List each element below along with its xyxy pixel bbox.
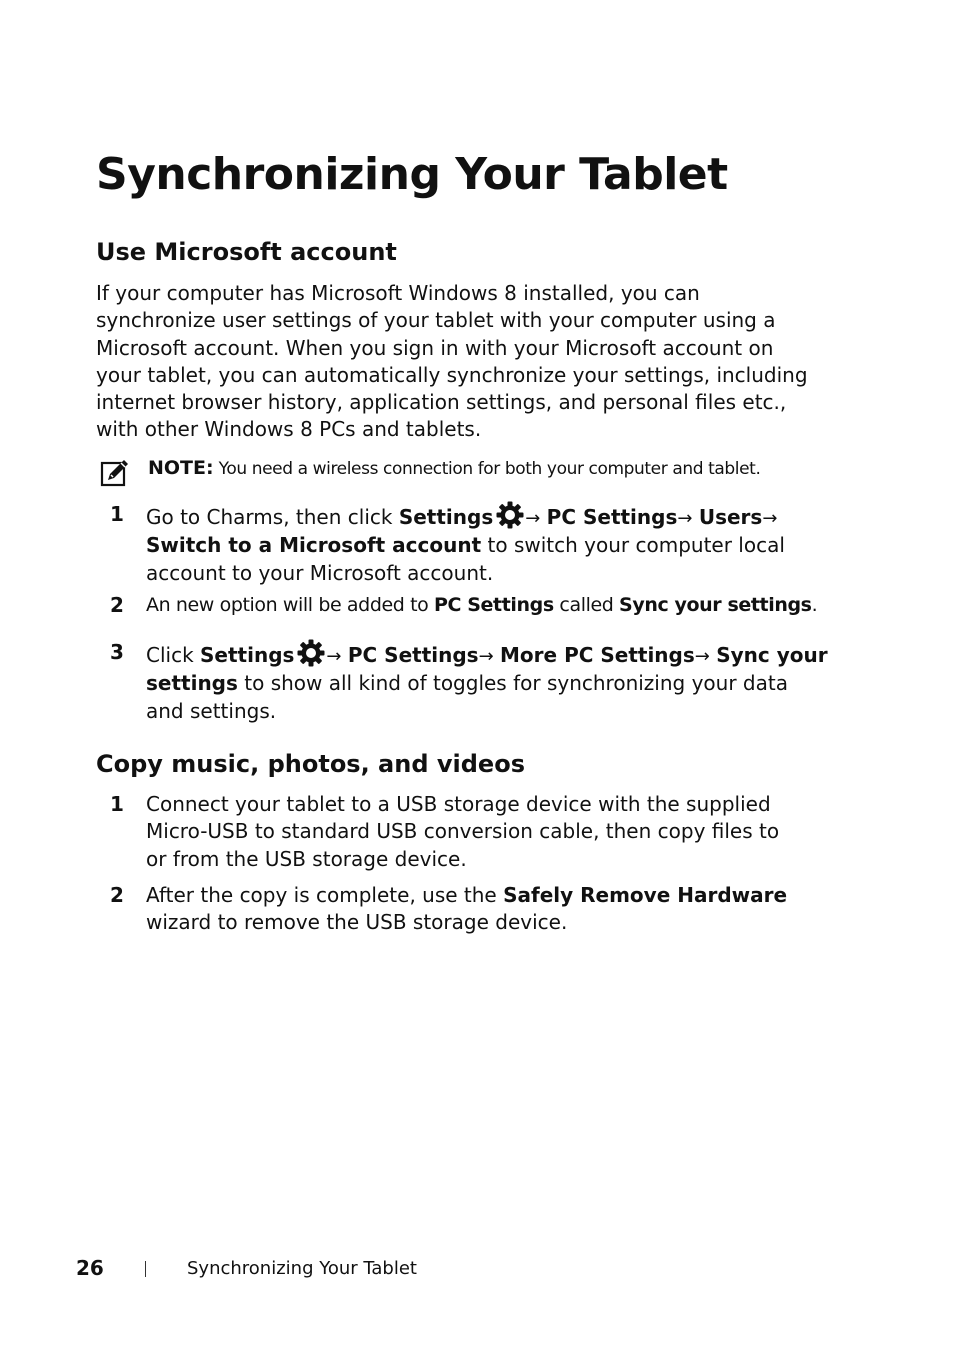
section-heading-copy-media: Copy music, photos, and videos [96, 750, 525, 778]
step-number: 2 [110, 593, 124, 617]
section-heading-microsoft-account: Use Microsoft account [96, 238, 397, 266]
step-text: Connect your tablet to a USB storage device with the supplied Micro-USB to standard USB conversion cable, then copy files to or from the USB storage device. [146, 792, 780, 871]
page-title: Synchronizing Your Tablet [96, 149, 728, 200]
note [100, 454, 830, 490]
step-text: Go to Charms, then click Settings → PC Settings→ Users→ Switch to a Microsoft account to switch your computer local account to your Microsoft account. [146, 501, 836, 587]
page-number: 26 [76, 1256, 104, 1280]
note-label: NOTE: [148, 457, 214, 479]
gear-icon [496, 501, 524, 529]
step-text: An new option will be added to PC Settings called Sync your settings. [146, 594, 818, 616]
pencil-note-icon [100, 458, 130, 488]
step-number: 2 [110, 883, 124, 907]
footer-divider [145, 1261, 146, 1277]
gear-icon [297, 639, 325, 667]
step-text: After the copy is complete, use the Safely Remove Hardware wizard to remove the USB storage device. [146, 883, 788, 935]
step-number: 3 [110, 640, 124, 664]
step-number: 1 [110, 502, 124, 526]
footer-title: Synchronizing Your Tablet [187, 1258, 417, 1279]
page-footer [0, 1254, 954, 1284]
step-text: Click Settings → PC Settings→ More PC Settings→ Sync your settings to show all kind of toggles for synchronizing your data and settings. [146, 639, 836, 725]
intro-paragraph: If your computer has Microsoft Windows 8 installed, you can synchronize user settings of your tablet with your computer using a Microsoft account. When you sign in with your Microsoft account on your tablet, you can automatically synchronize your settings, including internet browser history, application settings, and personal files etc., with other Windows 8 PCs and tablets. [96, 281, 808, 442]
note-text [148, 456, 760, 481]
step-number: 1 [110, 792, 124, 816]
note-body: You need a wireless connection for both your computer and tablet. [218, 459, 761, 479]
